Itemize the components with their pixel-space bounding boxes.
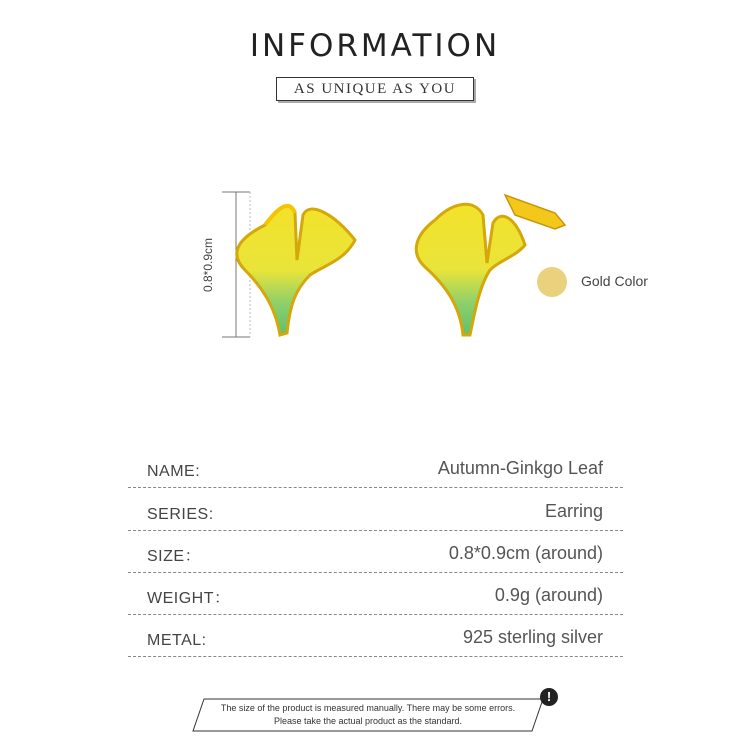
exclamation-icon: !: [540, 688, 558, 706]
spec-value: 0.8*0.9cm (around): [448, 543, 603, 563]
spec-key: SIZE：: [147, 548, 202, 565]
note-text: [192, 698, 544, 728]
spec-key: METAL:: [147, 632, 207, 649]
spec-row-series: [128, 486, 623, 531]
spec-row-weight: [128, 570, 623, 615]
spec-value: 925 sterling silver: [462, 627, 603, 647]
spec-row-name: [128, 443, 623, 488]
spec-value: Earring: [544, 501, 603, 521]
note-line-1: The size of the product is measured manually. There may be some errors.: [220, 703, 516, 713]
spec-value: 0.9g (around): [494, 585, 603, 605]
spec-row-size: [128, 528, 623, 573]
page-title: INFORMATION: [249, 28, 501, 64]
note-line-2: Please take the actual product as the standard.: [273, 716, 463, 726]
color-label: Gold Color: [581, 273, 648, 289]
disclaimer-note: [192, 698, 544, 732]
product-image: [225, 185, 585, 350]
spec-key: NAME:: [147, 463, 201, 480]
spec-value: Autumn-Ginkgo Leaf: [437, 458, 603, 478]
subtitle-badge: AS UNIQUE AS YOU: [276, 77, 474, 101]
spec-row-metal: [128, 612, 623, 657]
spec-key: WEIGHT：: [147, 590, 231, 607]
left-earring: [237, 206, 355, 335]
spec-key: SERIES:: [147, 506, 214, 523]
gold-color-swatch: [537, 267, 567, 297]
right-earring: [416, 195, 565, 335]
